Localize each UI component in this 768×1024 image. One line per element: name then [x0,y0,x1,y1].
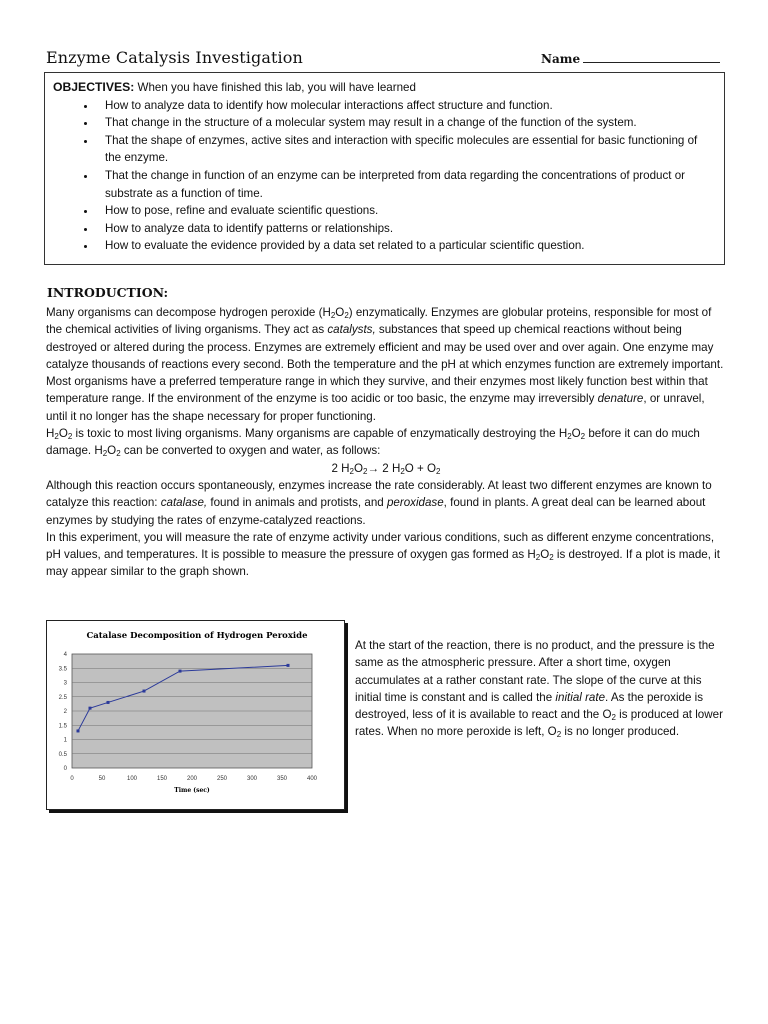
intro-paragraph-4: In this experiment, you will measure the rate of enzyme activity under various conditions, such as different enzyme concentrations, pH values, and temperatures. It is possible to measure the pressure of oxygen gas formed as $H_2O_2$ is destroyed. If a plot is made, it may appear similar to the graph shown. [46,530,720,579]
x-tick-label: 200 [186,776,198,782]
data-point [89,707,92,710]
y-tick-label: 1 [63,737,67,744]
y-tick-label: 2.5 [58,694,67,701]
objective-item: • That change in the structure of a molecular system may result in a change of the function of the system. [97,114,716,132]
objective-item: • That the change in function of an enzyme can be interpreted from data regarding the concentrations of product or substrate as a function of time. [97,167,716,202]
x-tick-label: 300 [246,776,258,782]
objectives-list [53,97,716,255]
name-blank-line[interactable] [583,50,720,63]
data-point [287,664,290,667]
intro-paragraph-3: Although this reaction occurs spontaneously, enzymes increase the rate considerably. At least two different enzymes are known to catalyze this reaction: catalase, found in animals and protists, and peroxidase, found in plants. A great deal can be learned about enzymes by studying the rates of enzyme-catalyzed reactions. [46,478,712,527]
chart-title: Catalase Decomposition of Hydrogen Peroxide [86,631,308,641]
x-axis-label: Time (sec) [174,787,210,794]
document-title: Enzyme Catalysis Investigation [46,48,303,67]
objectives-box [44,72,725,265]
y-tick-label: 3.5 [58,666,67,673]
name-label: Name [541,52,581,66]
objective-item: • How to evaluate the evidence provided by a data set related to a particular scientific question. [97,237,716,255]
graph-explanation: At the start of the reaction, there is no product, and the pressure is the same as the atmospheric pressure. After a short time, oxygen accumulates at a rather constant rate. The slope of the curve at this initial time is constant and is called the initial rate. As the peroxide is destroyed, less of it is available to react and the $O_2$ is produced at lower rates. When no more peroxide is left, $O_2$ is no longer produced. [355,639,723,740]
objective-item: • How to analyze data to identify patterns or relationships. [97,220,716,238]
objective-item: • How to analyze data to identify how molecular interactions affect structure and function. [97,97,716,115]
data-point [107,701,110,704]
x-tick-label: 50 [98,776,106,782]
objective-item: • That the shape of enzymes, active sites and interaction with specific molecules are essential for basic functioning of the enzyme. [97,132,716,167]
y-tick-label: 2 [63,709,67,715]
y-tick-label: 0 [63,766,67,772]
intro-paragraph-2: $H_2O_2$ is toxic to most living organisms. Many organisms are capable of enzymatically destroying the $H_2O_2$ before it can do much damage. $H_2O_2$ can be converted to oxygen and water, as follows: [46,427,700,459]
x-tick-label: 100 [126,776,138,782]
y-tick-label: 1.5 [58,723,67,730]
data-point [179,670,182,673]
data-point [77,729,80,732]
introduction-heading: INTRODUCTION: [47,285,169,300]
x-tick-label: 250 [216,776,228,782]
objectives-lead-line [53,79,716,97]
data-point [143,690,146,693]
intro-paragraph-1: Many organisms can decompose hydrogen peroxide $(H_2O_2)$ enzymatically. Enzymes are globular proteins, responsible for most of the chemical activities of living organisms. They act as catalysts, substances that speed up chemical reactions without being destroyed or altered during the process. Enzymes are extremely efficient and may be used over and over again. One enzyme may catalyze thousands of reactions every second. Both the temperature and the pH at which enzymes function are extremely important. Most organisms have a preferred temperature range in which they survive, and their enzymes most likely function best within that temperature range. If the environment of the enzyme is too acidic or too basic, the enzyme may irreversibly denature, or unravel, until it no longer has the shape necessary for proper functioning. [46,306,724,423]
objectives-lead: When you have finished this lab, you will have learned [137,81,416,94]
chart-svg [47,621,344,809]
catalase-chart [46,620,345,810]
name-field[interactable] [541,50,720,66]
x-tick-label: 350 [276,776,288,782]
reaction-equation: 2 $H_2O_2\to 2$ $H_2O + O_2$ [331,461,441,476]
objectives-heading: OBJECTIVES: [53,80,135,94]
x-tick-label: 150 [156,776,168,782]
y-tick-label: 4 [63,652,67,658]
x-tick-label: 0 [70,776,74,782]
objective-item: • How to pose, refine and evaluate scientific questions. [97,202,716,220]
x-tick-label: 400 [306,776,318,782]
introduction-body [46,304,726,581]
y-tick-label: 3 [63,680,67,687]
y-tick-label: 0.5 [58,751,67,758]
